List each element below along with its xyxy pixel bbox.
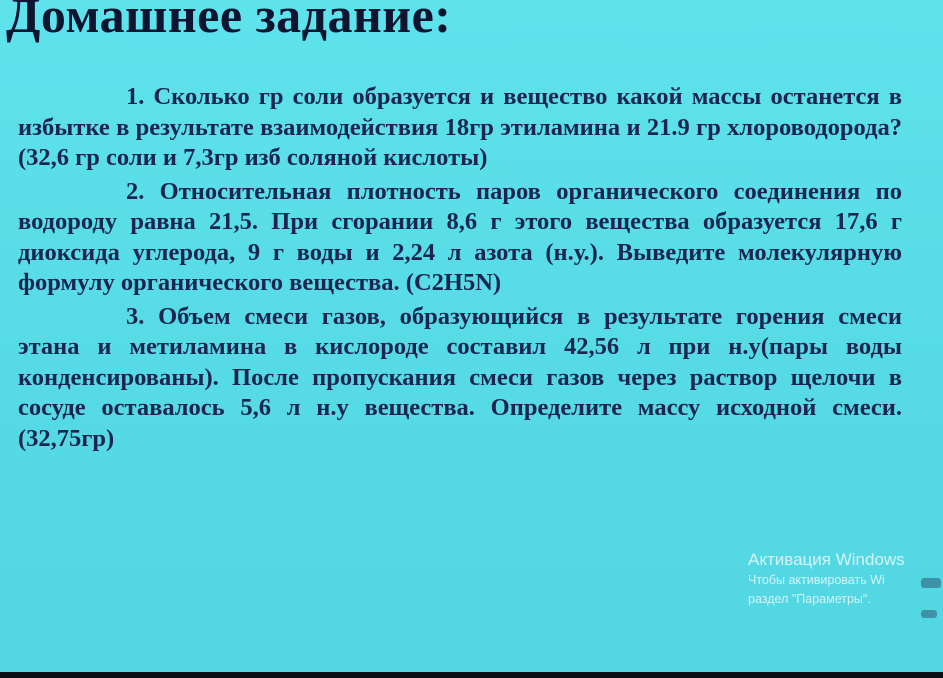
watermark-line-2: раздел "Параметры". <box>748 592 871 606</box>
edge-artifact-mark <box>921 578 941 588</box>
watermark-title: Активация Windows <box>748 550 905 569</box>
task-list <box>18 82 902 454</box>
task-1: 1. Сколько гр соли образуется и вещество какой массы останется в избытке в результате взаимодействия 18гр этиламина и 21.9 гр хлороводорода? (32,6 гр соли и 7,3гр изб соляной кислоты) <box>18 83 902 171</box>
task-2: 2. Относительная плотность паров органического соединения по водороду равна 21,5. При сгорании 8,6 г этого вещества образуется 17,6 г диоксида углерода, 9 г воды и 2,24 л азота (н.у.). Выведите молекулярную формулу органического вещества. (C2H5N) <box>18 177 902 296</box>
task-3: 3. Объем смеси газов, образующийся в результате горения смеси этана и метиламина в кислороде составил 42,56 л при н.у(пары воды конденсированы). После пропускания смеси газов через раствор щелочи в сосуде оставалось 5,6 л н.у вещества. Определите массу исходной смеси. (32,75гр) <box>18 302 902 452</box>
edge-artifact-mark <box>921 610 937 618</box>
windows-activation-watermark <box>748 549 905 609</box>
screen-bottom-edge <box>0 672 943 678</box>
slide-title: Домашнее задание: <box>6 0 452 43</box>
watermark-line-1: Чтобы активировать Wi <box>748 573 885 587</box>
